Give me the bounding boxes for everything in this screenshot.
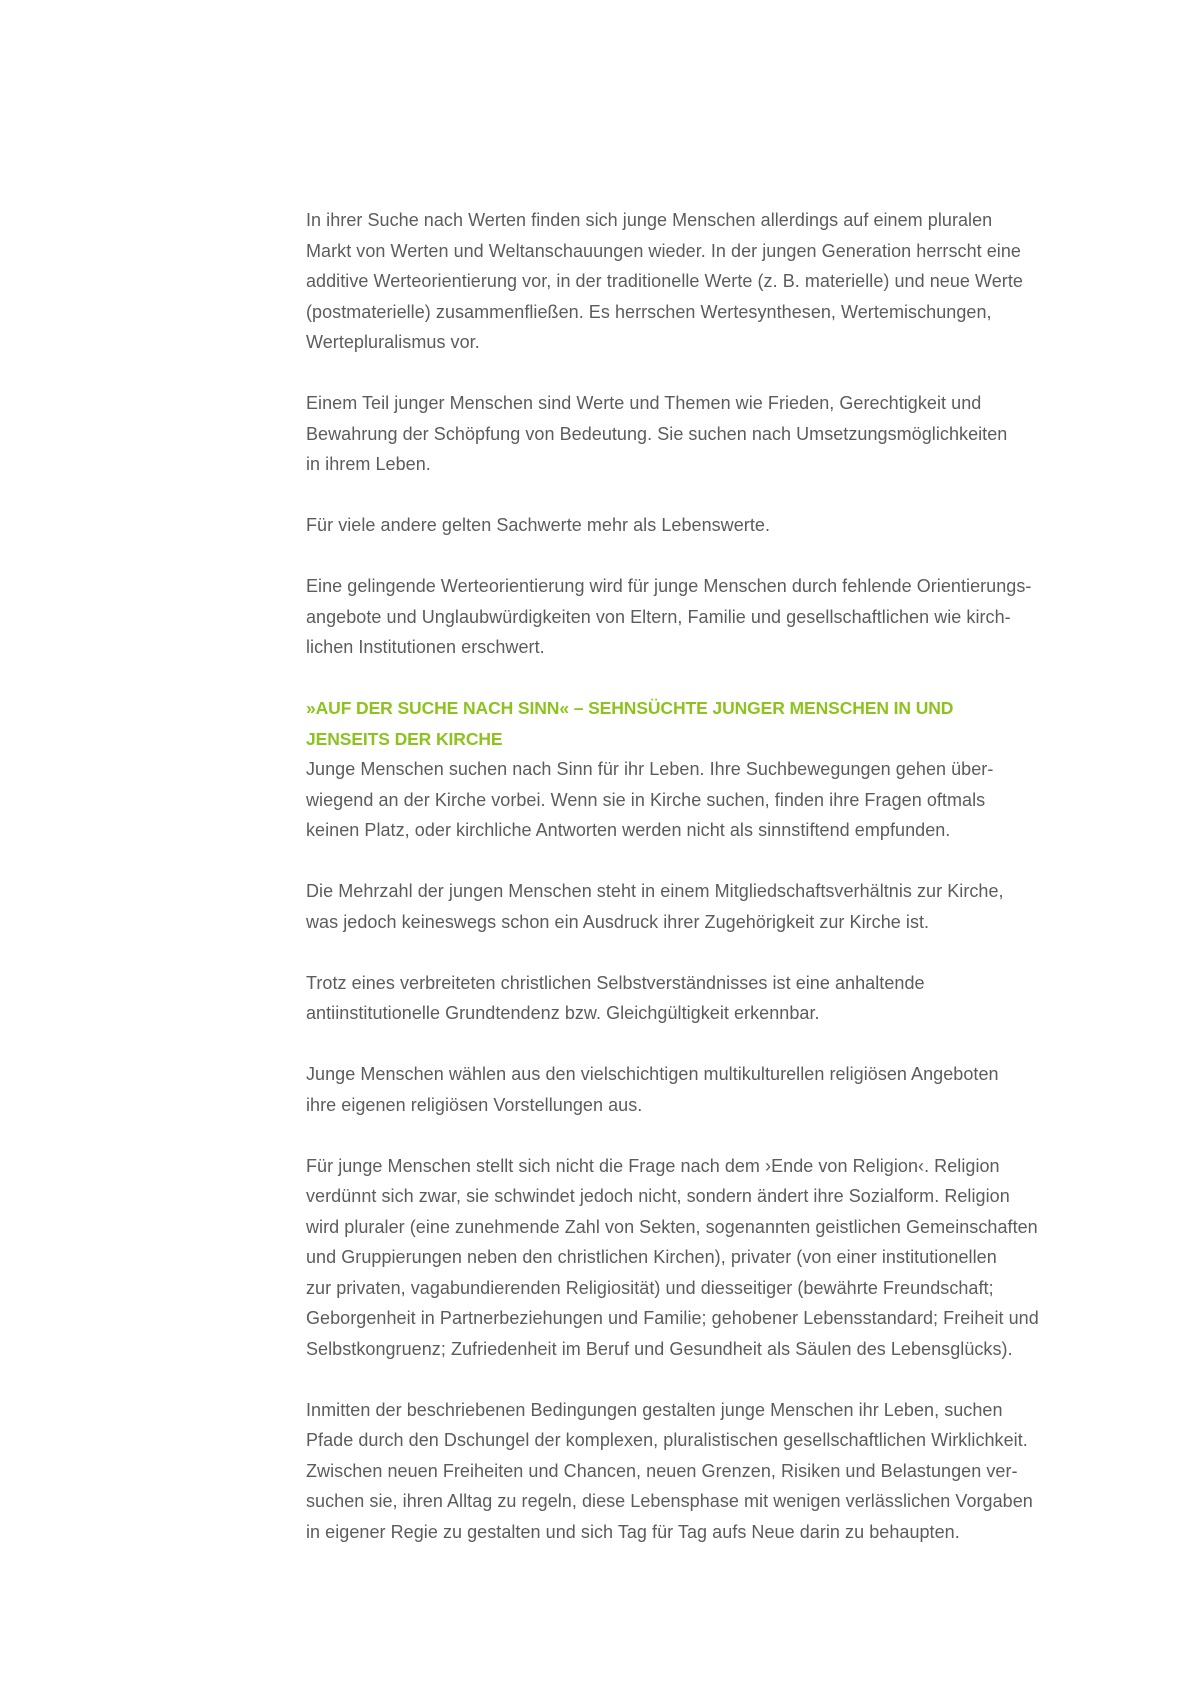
section-heading: »AUF DER SUCHE NACH SINN« – SEHNSÜCHTE JUNGER MENSCHEN IN UND JENSEITS DER KIRCHE xyxy=(306,698,954,749)
paragraph-sachwerte: Für viele andere gelten Sachwerte mehr als Lebenswerte. xyxy=(306,515,770,535)
paragraph-werte-markt: In ihrer Suche nach Werten finden sich junge Menschen allerdings auf einem pluralen Markt von Werten und Weltanschauungen wieder. In der jungen Generation herrscht eine additive Werteorientierung vor, in der traditionelle Werte (z. B. materielle) und neue Werte (postmaterielle) zusammenfließen. Es herrschen Wertesynthesen, Wertemischungen, Wertepluralismus vor. xyxy=(306,210,1023,352)
paragraph-grundtendenz: Trotz eines verbreiteten christlichen Selbstverständnisses ist eine anhaltende antiinstitutionelle Grundtendenz bzw. Gleichgültigkeit erkennbar. xyxy=(306,972,925,1023)
paragraph-werteorientierung: Eine gelingende Werteorientierung wird für junge Menschen durch fehlende Orientierungs- angebote und Unglaubwürdigkeiten von Eltern, Familie und gesellschaftlichen wie kirch- lichen Institutionen erschwert. xyxy=(306,576,1032,657)
paragraph-ende-von-religion: Für junge Menschen stellt sich nicht die Frage nach dem ›Ende von Religion‹. Religion verdünnt sich zwar, sie schwindet jedoch nicht, sondern ändert ihre Sozialform. Religion wird pluraler (eine zunehmende Zahl von Sekten, sogenannten geistlichen Gemeinschaften und Gruppierungen neben den christlichen Kirchen), privater (von einer institutionellen zur privaten, vagabundierenden Religiosität) und diesseitiger (bewährte Freundschaft; Geborgenheit in Partnerbeziehungen und Familie; gehobener Lebensstandard; Freiheit und Selbstkongruenz; Zufriedenheit im Beruf und Gesundheit als Säulen des Lebensglücks). xyxy=(306,1155,1039,1359)
document-body xyxy=(306,205,1106,1547)
paragraph-sinnsuche: Junge Menschen suchen nach Sinn für ihr Leben. Ihre Suchbewegungen gehen über- wiegend an der Kirche vorbei. Wenn sie in Kirche suchen, finden ihre Fragen oftmals keinen Platz, oder kirchliche Antworten werden nicht als sinnstiftend empfunden. xyxy=(306,759,994,840)
paragraph-lebensgestaltung: Inmitten der beschriebenen Bedingungen gestalten junge Menschen ihr Leben, suchen Pfade durch den Dschungel der komplexen, pluralistischen gesellschaftlichen Wirklichkeit. Zwischen neuen Freiheiten und Chancen, neuen Grenzen, Risiken und Belastungen ver- suchen sie, ihren Alltag zu regeln, diese Lebensphase mit wenigen verlässlichen Vorgaben in eigener Regie zu gestalten und sich Tag für Tag aufs Neue darin zu behaupten. xyxy=(306,1399,1033,1542)
paragraph-frieden-gerechtigkeit: Einem Teil junger Menschen sind Werte und Themen wie Frieden, Gerechtigkeit und Bewahrung der Schöpfung von Bedeutung. Sie suchen nach Umsetzungsmöglichkeiten in ihrem Leben. xyxy=(306,393,1008,474)
paragraph-mitgliedschaft: Die Mehrzahl der jungen Menschen steht in einem Mitgliedschaftsverhältnis zur Kirche, was jedoch keineswegs schon ein Ausdruck ihrer Zugehörigkeit zur Kirche ist. xyxy=(306,881,1004,932)
paragraph-religioese-angebote: Junge Menschen wählen aus den vielschichtigen multikulturellen religiösen Angeboten ihre eigenen religiösen Vorstellungen aus. xyxy=(306,1064,999,1115)
